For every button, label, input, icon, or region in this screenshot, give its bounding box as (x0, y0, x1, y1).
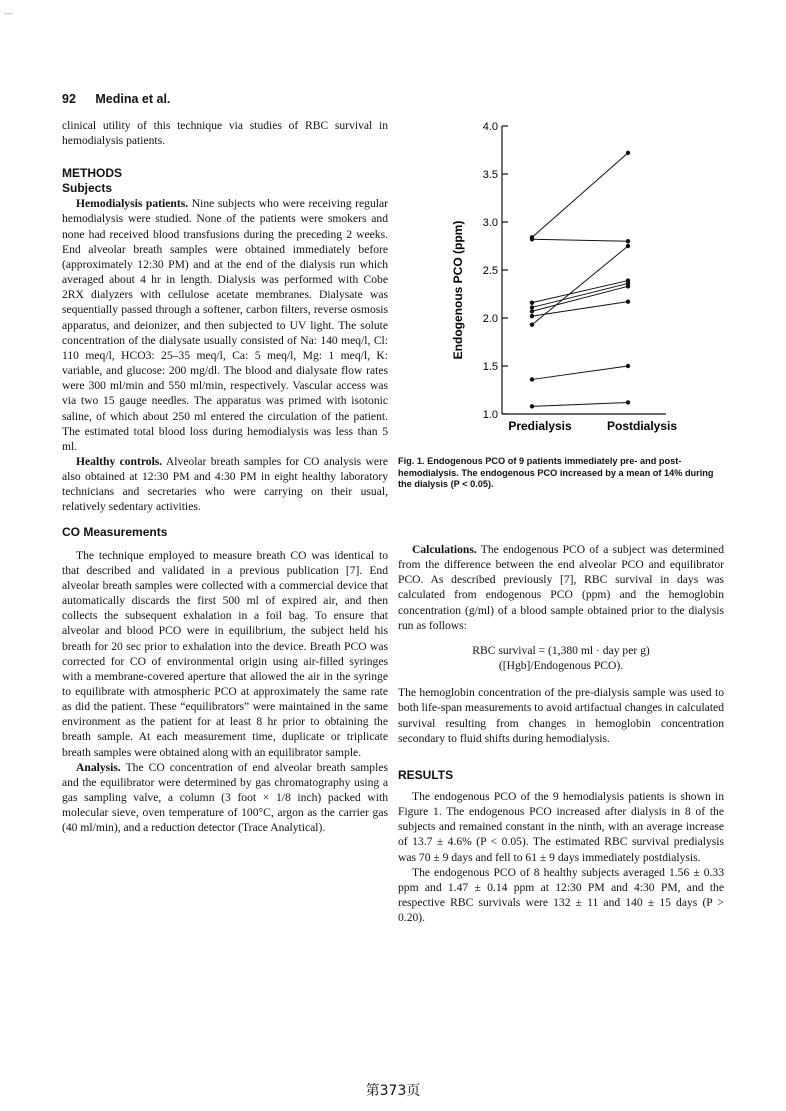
subjects-heading: Subjects (62, 181, 113, 196)
predialysis-point (530, 305, 534, 309)
series-line (532, 246, 628, 325)
hemodialysis-run-in: Hemodialysis patients. (76, 197, 189, 211)
caption-text: Endogenous PCO of 9 patients immediately pre- and post-hemodialysis. The endogenous PCO increased by a mean of 14% during the dialysis (P < 0.05). (398, 456, 714, 489)
series-line (532, 366, 628, 379)
results-paragraph-2: The endogenous PCO of 8 healthy subjects averaged 1.56 ± 0.33 ppm and 1.47 ± 0.14 ppm at 12:30 PM and 4:30 PM, and the respective RBC survivals were 132 ± 11 and 140 ± 15 days (P > 0.20). (398, 865, 724, 925)
series-line (532, 281, 628, 303)
series-line (532, 153, 628, 237)
postdialysis-point (626, 239, 630, 243)
calculations-paragraph (398, 542, 724, 633)
y-axis (483, 121, 666, 421)
predialysis-point (530, 404, 534, 408)
y-tick-label: 4.0 (482, 121, 498, 133)
right-column (398, 542, 724, 925)
figure-1-chart (440, 118, 680, 438)
postdialysis-point (626, 244, 630, 248)
analysis-run-in: Analysis. (76, 760, 121, 774)
calculations-paragraph-2: The hemoglobin concentration of the pre-dialysis sample was used to both life-span measurements to avoid artifactual changes in calculated survival resulting from changes in hemoglobin concentration secondary to fluid shifts during hemodialysis. (398, 686, 724, 745)
predialysis-point (530, 309, 534, 313)
intro-paragraph: clinical utility of this technique via studies of RBC survival in hemodialysis patients. (62, 119, 388, 148)
series-line (532, 286, 628, 311)
page-number: 92 (62, 92, 76, 106)
hemodialysis-text: Nine subjects who were receiving regular hemodialysis were studied. None of the patients were smokers and none had received blood transfusions during the preceding 2 weeks. End alveolar breath samples were obtained immediately before (approximately 12:30 PM) and at the end of the dialysis run which averaged about 4 hr in length. Dialysis was performed with Cobe 2RX dialyzers with cellulose acetate membranes. Dialysate was sequentially passed through a softener, carbon filters, reverse osmosis apparatus, and deionizer, and then subjected to UV light. The solute concentration of the dialysate usually consisted of Na: 140 meq/l, Cl: 110 meq/l, HCO3: 25–35 meq/l, Ca: 5 meq/l, Mg: 1 meq/l, K: variable, and glucose: 200 mg/dl. The blood and dialysate flow rates were 300 ml/min and 550 ml/min, respectively. Vascular access was via two 15 gauge needles. The apparatus was primed with isotonic saline, of which about 250 ml entered the circulation of the patient. The estimated total blood loss during hemodialysis was less than 5 ml. (62, 197, 389, 453)
healthy-run-in: Healthy controls. (76, 454, 163, 468)
x-category-label: Postdialysis (606, 419, 678, 433)
corner-mark: --- (4, 8, 13, 18)
analysis-text: The CO concentration of end alveolar breath samples and the equilibrator were determined by gas chromatography using a gas sampling valve, a column (3 foot × 1/8 inch) packed with molecular sieve, oven temperature of 100°C, argon as the carrier gas (40 ml/min), and a reduction detector (Trace Analytical). (62, 760, 388, 835)
postdialysis-point (626, 284, 630, 288)
calculations-run-in: Calculations. (412, 543, 477, 556)
caption-label: Fig. 1. (398, 456, 425, 466)
running-header (62, 92, 170, 106)
series-line (532, 402, 628, 406)
figure-caption (398, 456, 724, 491)
results-paragraph-1: The endogenous PCO of the 9 hemodialysis patients is shown in Figure 1. The endogenous PCO increased after dialysis in 8 of the subjects and remained constant in the ninth, with an average increase of 13.7 ± 4.6% (P < 0.05). The estimated RBC survival predialysis was 70 ± 9 days and fell to 61 ± 9 days immediately postdialysis. (398, 789, 724, 864)
y-axis-label: Endogenous PCO (ppm) (451, 220, 465, 360)
postdialysis-point (626, 299, 630, 303)
equation-line-2: ([Hgb]/Endogenous PCO). (498, 659, 624, 673)
left-column (62, 118, 388, 836)
y-tick-label: 3.0 (482, 217, 498, 229)
methods-heading: METHODS (62, 166, 122, 181)
series-lines (530, 151, 630, 409)
predialysis-point (530, 314, 534, 318)
page-footer-label: 第373页 (365, 1083, 421, 1099)
rbc-equation (398, 643, 724, 673)
analysis-paragraph (62, 760, 388, 836)
postdialysis-point (626, 400, 630, 404)
y-tick-label: 2.0 (482, 313, 498, 325)
healthy-paragraph (62, 454, 388, 515)
co-paragraph: The technique employed to measure breath CO was identical to that described and validated in a previous publication [7]. End alveolar breath samples were collected with a commercial device that automatically discards the first 500 ml of expired air, and then collects the subsequent exhalation in a foil bag. To ensure that alveolar and blood PCO were in equilibrium, the subject held his breath for 20 sec prior to exhalation into the device. Breath PCO was corrected for CO of environmental origin using air-filled syringes with a membrane-covered aperture that allowed the air in the syringe to equilibrate with atmospheric PCO at approximately the same rate as did the patient. These “equilibrators” were maintained in the same environment as the patient for at least 8 hr prior to obtaining the breath sample. At each measurement time, duplicate or triplicate breath samples were obtained along with an equilibrator sample. (62, 548, 388, 759)
predialysis-point (530, 237, 534, 241)
y-tick-label: 2.5 (482, 265, 498, 277)
results-heading: RESULTS (398, 767, 454, 782)
predialysis-point (530, 323, 534, 327)
y-tick-label: 1.5 (482, 361, 498, 373)
predialysis-point (530, 300, 534, 304)
running-authors: Medina et al. (95, 92, 171, 106)
x-axis (508, 419, 677, 433)
y-tick-label: 3.5 (482, 169, 498, 181)
postdialysis-point (626, 151, 630, 155)
postdialysis-point (626, 364, 630, 368)
y-tick-label: 1.0 (482, 409, 498, 421)
series-line (532, 239, 628, 241)
equation-line-1: RBC survival = (1,380 ml · day per g) (472, 643, 650, 657)
calculations-text: The endogenous PCO of a subject was determined from the difference between the end alveolar PCO and equilibrator PCO. As described previously [7], RBC survival in days was calculated from endogenous PCO (ppm) and the hemoglobin concentration (g/ml) of a blood sample obtained prior to the dialysis run as follows: (398, 543, 724, 632)
healthy-text: Alveolar breath samples for CO analysis were also obtained at 12:30 PM and 4:30 PM in eight healthy laboratory technicians and secretaries who were carrying on their usual, relatively sedentary activities. (62, 454, 388, 514)
x-category-label: Predialysis (508, 419, 572, 433)
predialysis-point (530, 377, 534, 381)
co-measurements-heading: CO Measurements (62, 524, 168, 539)
hemodialysis-paragraph (62, 196, 388, 454)
